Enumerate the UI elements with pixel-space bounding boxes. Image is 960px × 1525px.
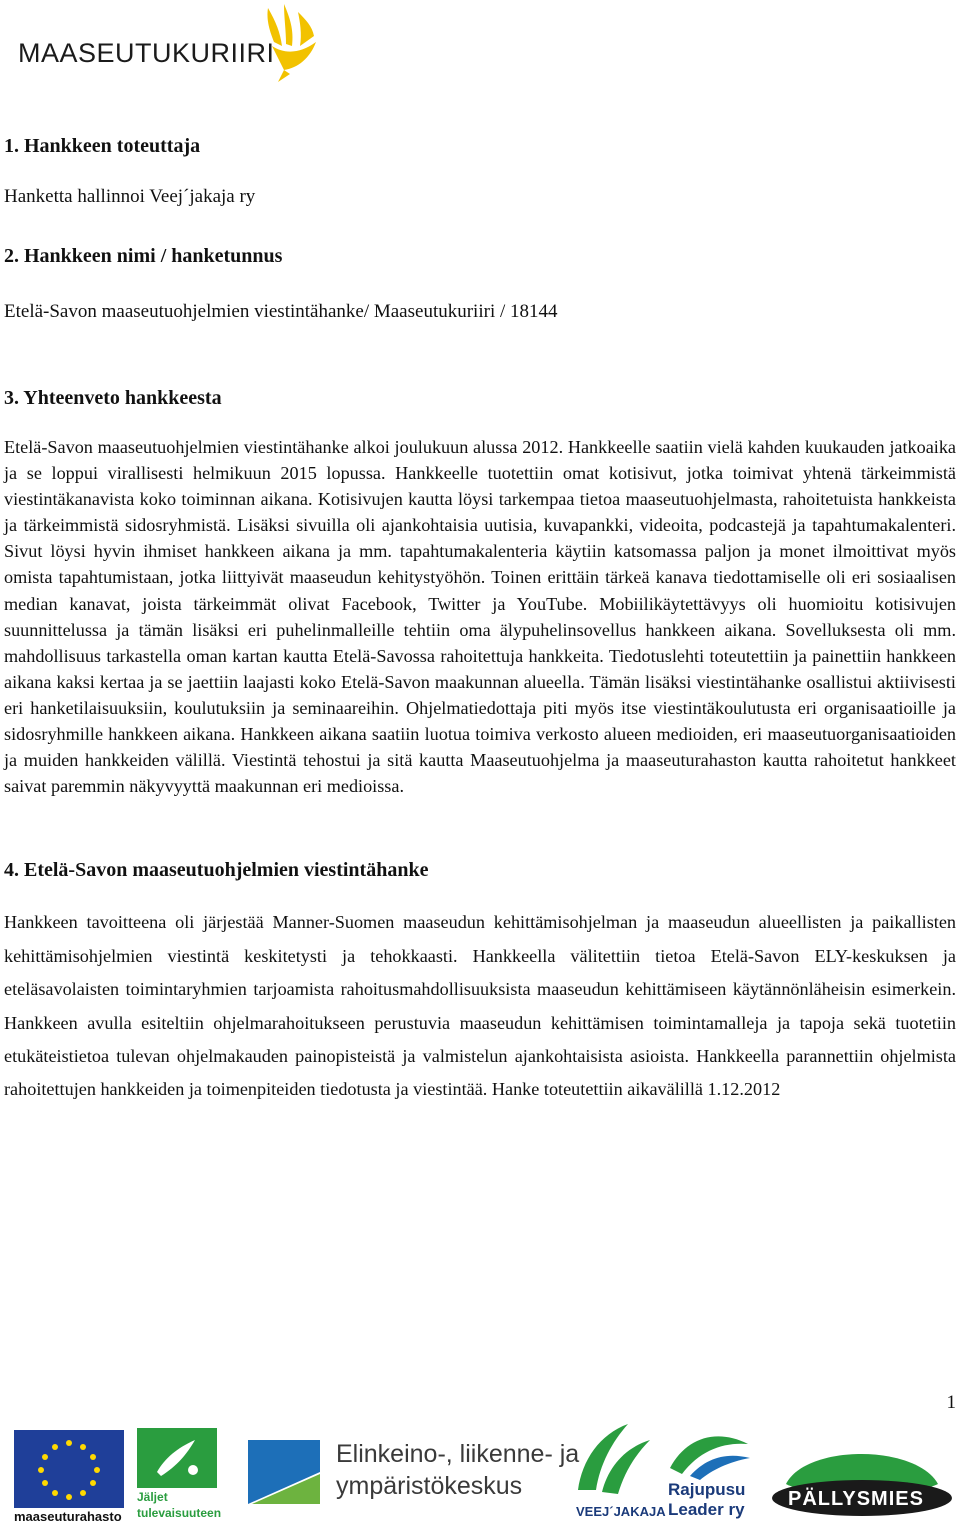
page-number: 1 [946,1392,956,1413]
veej-label: VEEJ´JAKAJA [576,1504,666,1519]
section-3-body: Etelä-Savon maaseutuohjelmien viestintähanke alkoi joulukuun alussa 2012. Hankkeelle saatiin vielä kahden kuukauden jatkoaika ja se loppui virallisesti helmikuun 2015 lopussa. Hankkeelle tuotettiin omat kotisivut, jotka toimivat yhtenä tärkeimmistä viestintäkanavista koko toiminnan aikana. Kotisivujen kautta löysi tarkempaa tietoa maaseutuohjelmasta, rahoitetuista hankkeista ja tärkeimmistä sidosryhmistä. Lisäksi sivuilla oli ajankohtaisia uutisia, kuvapankki, videoita, podcastejä ja tapahtumakalenteri. Sivut löysi hyvin ihmiset hankkeen aikana ja mm. tapahtumakalenteria käytiin katsomassa paljon ja monet ilmoittivat myös omista tapahtumistaan, jotka liittyivät maaseudun kehitystyöhön. Toinen erittäin tärkeä kanava tiedottamiselle oli eri sosiaalisen median kanavat, joista tärkeimmät olivat Facebook, Twitter ja YouTube. Mobiilikäytettävyys oli huomioitu kotisivujen suunnittelussa ja tämän lisäksi eri puhelinmalleille tehtiin oma älypuhelinsovellus hankkeen aikana. Sovelluksesta oli mm. mahdollisuus tarkastella oman kartan kautta Etelä-Savossa rahoitettuja hankkeita. Tiedotuslehti toteutettiin ja painettiin hankkeen aikana kaksi kertaa ja se jaettiin laajasti koko Etelä-Savon maakunnan alueella. Tämän lisäksi viestintähanke osallistui aktiivisesti eri hanketilaisuuksiin, koulutuksiin ja seminaareihin. Ohjelmatiedottaja piti myös itse viestintäkoulutusta eri organisaatioille ja sidosryhmille hankkeen aikana. Hankkeen aikana saatiin luotua toimiva verkosto alueen medioiden, eri maaseutuorganisaatioiden ja muiden hankkeiden välillä. Viestintä tehostui ja sitä kautta Maaseutuohjelma ja maaseuturahaston kautta rahoitetut hankkeet saivat paremmin näkyvyyttä maakunnan eri medioissa. [4,437,956,797]
jaljet-label-1: Jäljet [137,1490,168,1504]
section-4-title: 4. Etelä-Savon maaseutuohjelmien viestintähanke [4,859,429,882]
maaseutukuriiri-logo [14,0,314,100]
bird-logo-icon [254,2,324,84]
footer-logos [0,1420,960,1525]
ely-line-2: ympäristökeskus [336,1472,523,1500]
section-1-body: Hanketta hallinnoi Veej´jakaja ry [4,186,256,207]
eu-flag-icon [14,1430,124,1508]
section-3-title: 3. Yhteenveto hankkeesta [4,387,222,409]
section-4-body: Hankkeen tavoitteena oli järjestää Manner-Suomen maaseudun kehittämisohjelman ja maaseudun alueellisten ja paikallisten kehittämisohjelmien viestintä keskitetysti ja tehokkaasti. Hankkeella välitettiin tietoa Etelä-Savon ELY-keskuksen ja eteläsavolaisten toimintaryhmien tarjoamista rahoitusmahdollisuuksista maaseudun kehittämiseen käytännönläheisin esimerkein. Hankkeen avulla esiteltiin ohjelmarahoitukseen perustuvia maaseudun kehittämisen toimintamalleja ja tapoja sekä tuotetiin etukäteistietoa tulevan ohjelmakauden painopisteistä ja valmistelun ajankohtaisista asioista. Hankkeella parannettiin ohjelmista rahoitettujen hankkeiden ja toimenpiteiden tiedotusta ja viestintää. Hanke toteutettiin aikavälillä 1.12.2012 [4,912,956,1100]
pallysmies-label: PÄLLYSMIES [788,1488,924,1510]
logo-text: MAASEUTUKURIIRI [18,38,275,68]
rajupusu-logo [666,1428,756,1525]
eu-label: maaseuturahasto [14,1509,122,1524]
pallysmies-logo [766,1434,956,1522]
section-2-body: Etelä-Savon maaseutuohjelmien viestintähanke/ Maaseutukuriiri / 18144 [4,301,558,322]
rajupusu-mark-icon [666,1428,752,1480]
ely-mark-icon [240,1432,328,1512]
jaljet-label-2: tulevaisuuteen [137,1506,222,1520]
section-2-title: 2. Hankkeen nimi / hanketunnus [4,245,283,267]
veej-jakaja-logo [572,1420,666,1525]
ely-logo [240,1432,580,1517]
jaljet-logo [137,1428,222,1523]
veej-mark-icon [572,1420,656,1502]
footprint-icon [137,1428,217,1488]
eu-flag-logo [14,1430,124,1525]
section-1-title: 1. Hankkeen toteuttaja [4,135,201,157]
ely-line-1: Elinkeino-, liikenne- ja [336,1440,580,1468]
rajupusu-line-2: Leader ry [668,1500,745,1519]
document-body [0,132,960,1107]
rajupusu-line-1: Rajupusu [668,1480,746,1499]
